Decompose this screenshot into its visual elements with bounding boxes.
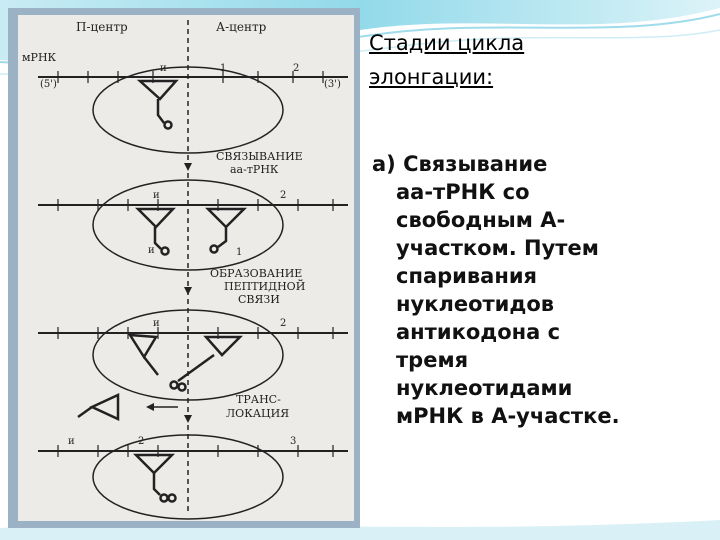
arrow-down-icon [184, 415, 192, 423]
body-line: мРНК в А-участке. [396, 404, 620, 428]
slide-body-text [372, 150, 692, 430]
step-binding-sublabel: аа-тРНК [230, 163, 279, 176]
step-peptide-label-3: СВЯЗИ [238, 293, 280, 306]
arrow-down-icon [184, 163, 192, 171]
codon-label-i: и [68, 436, 75, 447]
aa-trna-icon [208, 209, 244, 253]
slide-title [369, 26, 669, 94]
codon-label-i: и [153, 190, 160, 201]
arrow-left-head-icon [146, 403, 154, 411]
body-line: тремя [396, 348, 469, 372]
peptidyl-trna-icon [136, 455, 176, 502]
five-prime-label: (5') [40, 79, 57, 90]
label-1: 1 [236, 247, 243, 258]
body-line: нуклеотидов [396, 292, 555, 316]
arrow-down-icon [184, 287, 192, 295]
released-trna-icon [78, 395, 118, 419]
scanned-figure-frame [8, 8, 360, 528]
step-translocation-label-2: ЛОКАЦИЯ [226, 407, 290, 420]
codon-label-i: и [153, 318, 160, 329]
p-center-label: П-центр [76, 20, 128, 34]
codon-label-2: 2 [293, 63, 300, 74]
trna-icon [130, 335, 158, 375]
title-line-1: Стадии цикла [369, 31, 525, 55]
peptidyl-trna-icon [171, 337, 241, 391]
codon-label-2: 2 [138, 436, 145, 447]
label-i: и [148, 245, 155, 256]
ribosome-stage-4 [38, 435, 348, 519]
codon-label-3: 3 [290, 436, 297, 447]
elongation-diagram [18, 15, 354, 521]
step-peptide-label-2: ПЕПТИДНОЙ [224, 280, 306, 293]
mrna-label: мРНК [22, 51, 57, 64]
step-binding-label: СВЯЗЫВАНИЕ [216, 150, 303, 163]
diagram-svg [18, 15, 354, 521]
title-line-2: элонгации: [369, 65, 494, 89]
trna-icon [138, 209, 173, 255]
codon-label-2: 2 [280, 190, 287, 201]
codon-label-1: 1 [220, 63, 227, 74]
ribosome-stage-3 [38, 310, 348, 400]
three-prime-label: (3') [324, 79, 341, 90]
body-line: аа-тРНК со [396, 180, 530, 204]
a-center-label: А-центр [216, 20, 267, 34]
body-line: участком. Путем [396, 236, 599, 260]
step-peptide-label-1: ОБРАЗОВАНИЕ [210, 267, 303, 280]
body-line: свободным А- [396, 208, 566, 232]
body-line: спаривания [396, 264, 538, 288]
codon-label-2: 2 [280, 318, 287, 329]
body-line: нуклеотидами [396, 376, 573, 400]
ribosome-stage-1 [38, 63, 348, 153]
codon-label-i: и [160, 63, 167, 74]
step-translocation-label-1: ТРАНС- [236, 393, 281, 406]
ribosome-stage-2 [38, 180, 348, 270]
body-line: антикодона с [396, 320, 561, 344]
body-line: а) Связывание [372, 152, 548, 176]
trna-icon [140, 81, 176, 129]
